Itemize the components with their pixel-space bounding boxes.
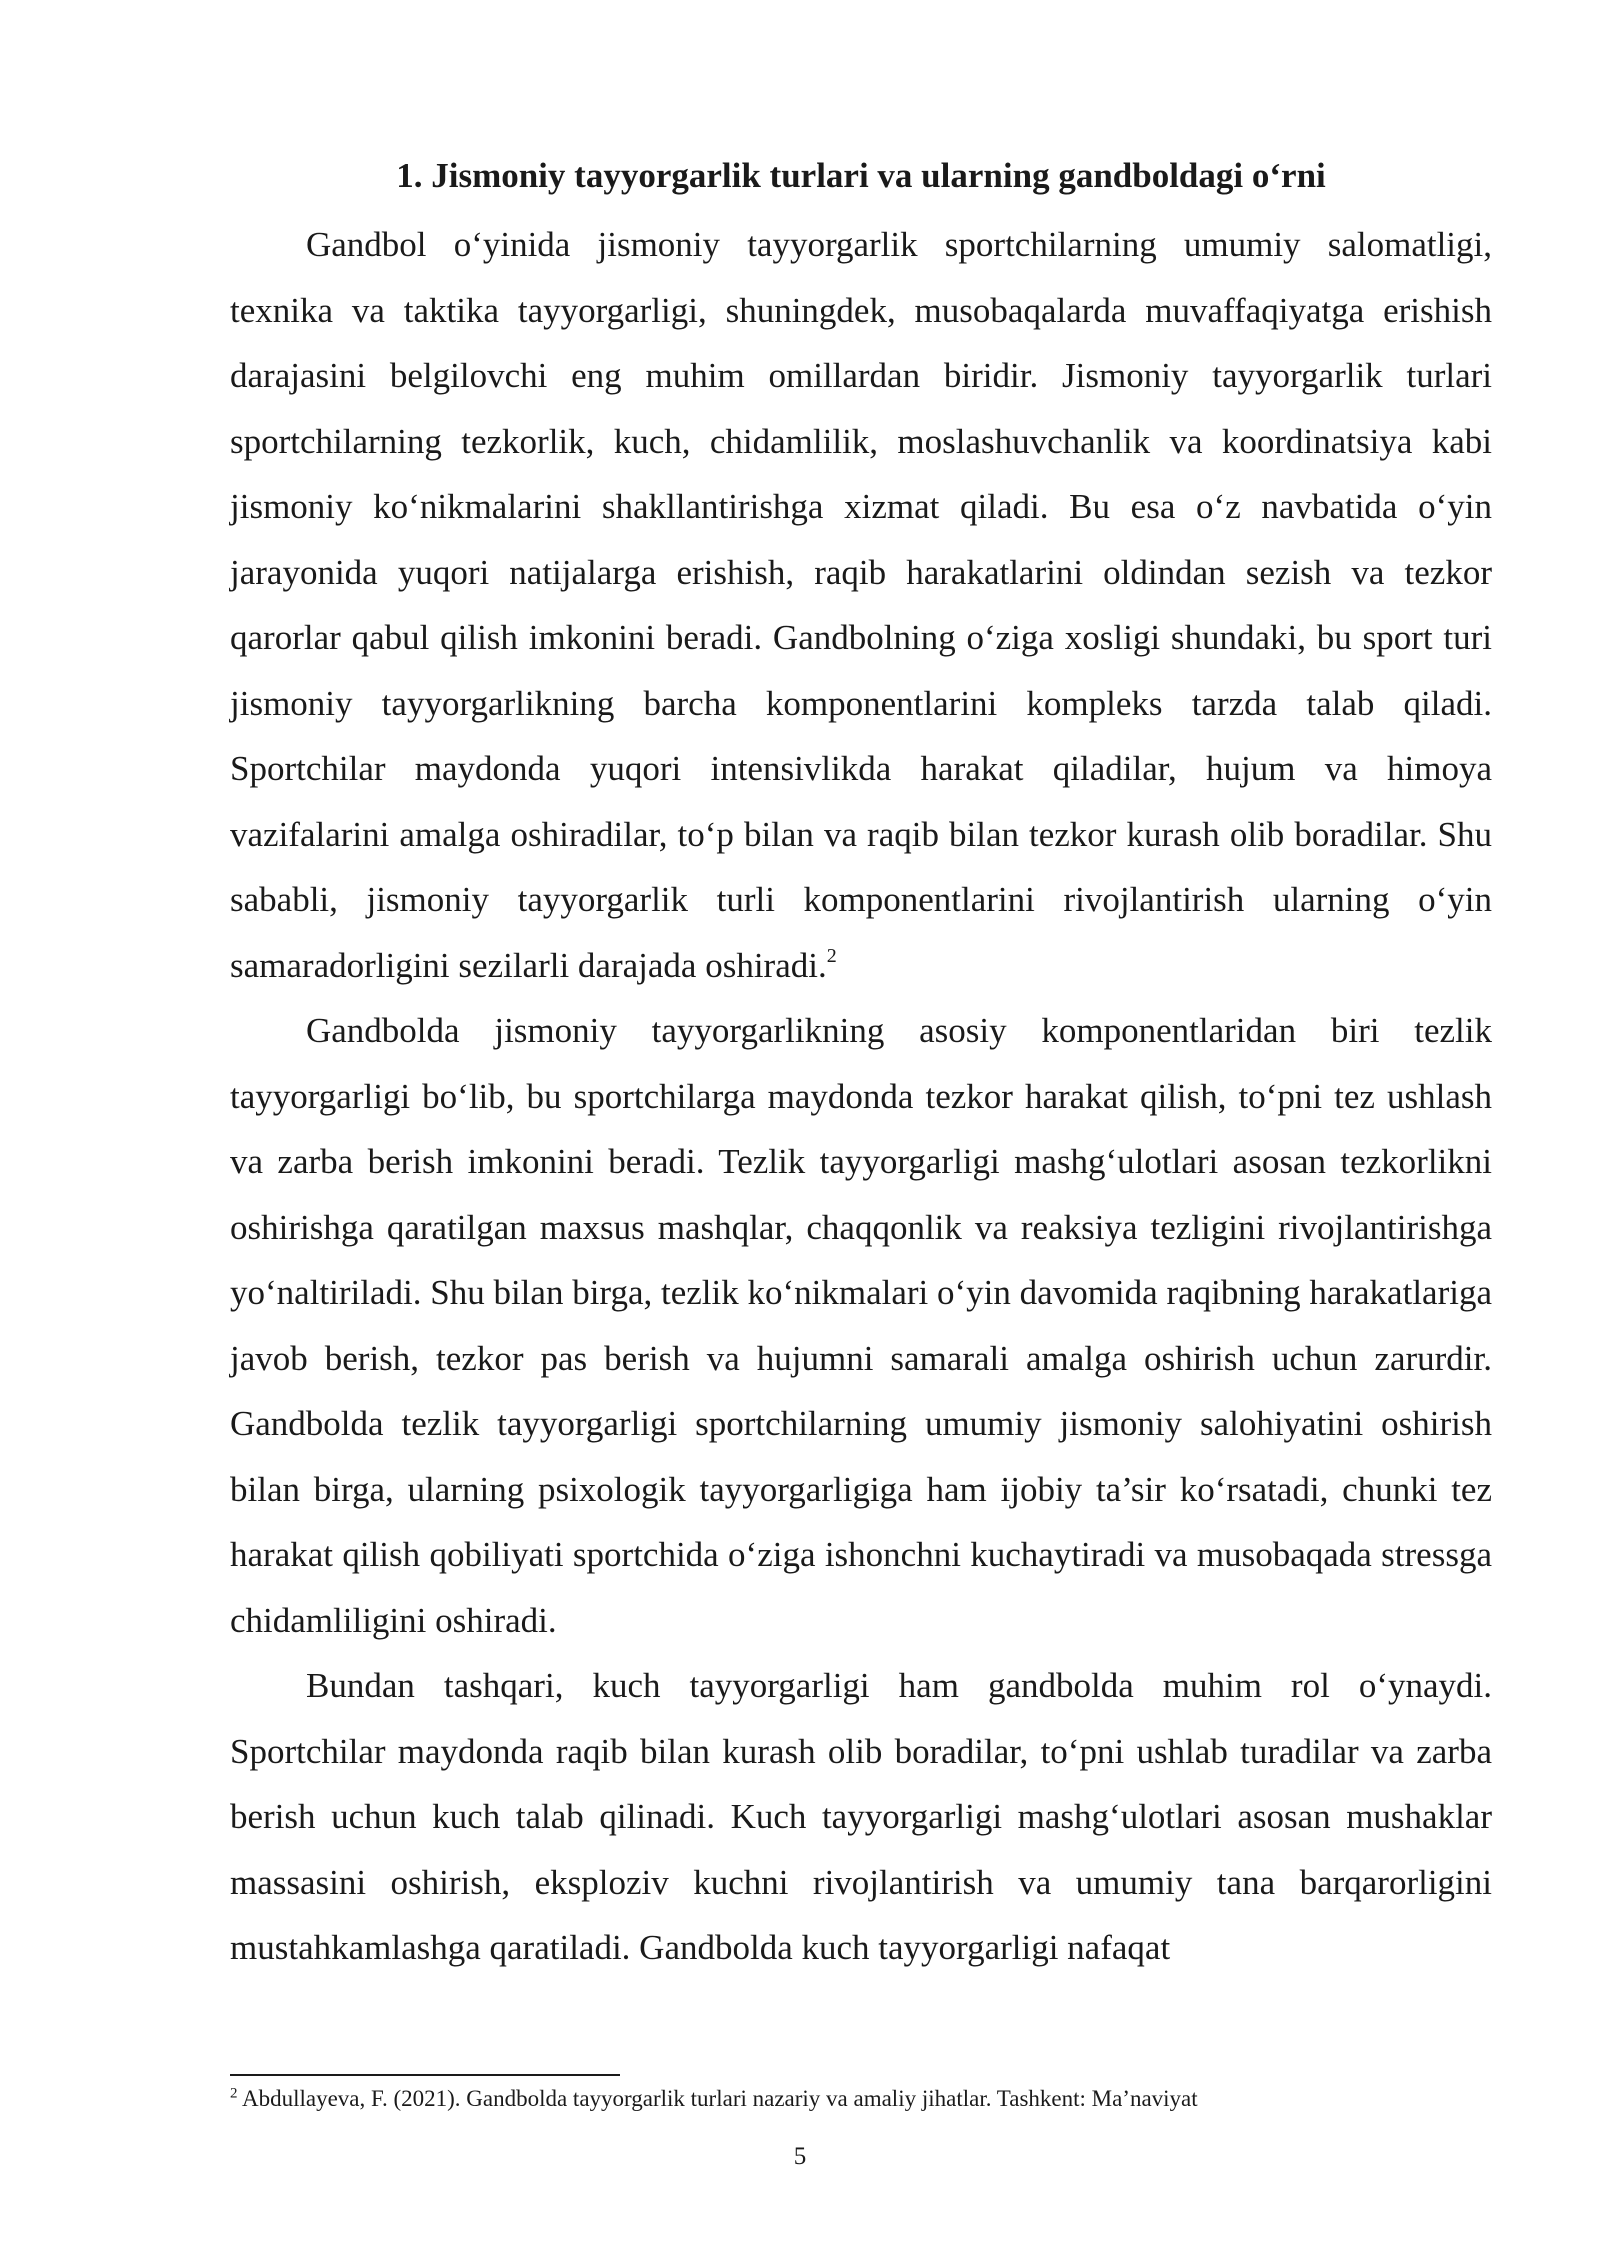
footnote-reference[interactable]: 2 (826, 944, 837, 967)
paragraph-3-text: Bundan tashqari, kuch tayyorgarligi ham gandbolda muhim rol o‘ynaydi. Sportchilar maydonda raqib bilan kurash olib boradilar, to‘pni ushlab turadilar va zarba berish uchun kuch talab qilinadi. Kuch tayyorgarligi mashg‘ulotlari asosan mushaklar massasini oshirish, eksploziv kuchni rivojlantirish va umumiy tana barqarorligini mustahkamlashga qaratiladi. Gandbolda kuch tayyorgarligi nafaqat (230, 1666, 1492, 1967)
footnote-marker: 2 (230, 2085, 238, 2102)
paragraph-2-text: Gandbolda jismoniy tayyorgarlikning asosiy komponentlaridan biri tezlik tayyorgarligi bo‘lib, bu sportchilarga maydonda tezkor harakat qilish, to‘pni tez ushlash va zarba berish imkonini beradi. Tezlik tayyorgarligi mashg‘ulotlari asosan tezkorlikni oshirishga qaratilgan maxsus mashqlar, chaqqonlik va reaksiya tezligini rivojlantirishga yo‘naltiriladi. Shu bilan birga, tezlik ko‘nikmalari o‘yin davomida raqibning harakatlariga javob berish, tezkor pas berish va hujumni samarali amalga oshirish uchun zarurdir. Gandbolda tezlik tayyorgarligi sportchilarning umumiy jismoniy salohiyatini oshirish bilan birga, ularning psixologik tayyorgarligiga ham ijobiy ta’sir ko‘rsatadi, chunki tez harakat qilish qobiliyati sportchida o‘ziga ishonchni kuchaytiradi va musobaqada stressga chidamliligini oshiradi. (230, 1011, 1492, 1640)
section-heading (230, 148, 1492, 204)
section-title: . Jismoniy tayyorgarlik turlari va ularning gandboldagi o‘rni (413, 156, 1326, 195)
footnote-separator (230, 2074, 620, 2076)
paragraph-2 (230, 998, 1492, 1653)
paragraph-1 (230, 212, 1492, 998)
page-number: 5 (793, 2143, 807, 2170)
footnote-text: Abdullayeva, F. (2021). Gandbolda tayyorgarlik turlari nazariy va amaliy jihatlar. Tashkent: Ma’naviyat (237, 2086, 1198, 2111)
paragraph-3 (230, 1653, 1492, 1981)
section-number: 1 (396, 156, 414, 195)
footnote (230, 2082, 1492, 2116)
paragraph-1-text: Gandbol o‘yinida jismoniy tayyorgarlik sportchilarning umumiy salomatligi, texnika va taktika tayyorgarligi, shuningdek, musobaqalarda muvaffaqiyatga erishish darajasini belgilovchi eng muhim omillardan biridir. Jismoniy tayyorgarlik turlari sportchilarning tezkorlik, kuch, chidamlilik, moslashuvchanlik va koordinatsiya kabi jismoniy ko‘nikmalarini shakllantirishga xizmat qiladi. Bu esa o‘z navbatida o‘yin jarayonida yuqori natijalarga erishish, raqib harakatlarini oldindan sezish va tezkor qarorlar qabul qilish imkonini beradi. Gandbolning o‘ziga xosligi shundaki, bu sport turi jismoniy tayyorgarlikning barcha komponentlarini kompleks tarzda talab qiladi. Sportchilar maydonda yuqori intensivlikda harakat qiladilar, hujum va himoya vazifalarini amalga oshiradilar, to‘p bilan va raqib bilan tezkor kurash olib boradilar. Shu sababli, jismoniy tayyorgarlik turli komponentlarini rivojlantirish ularning o‘yin samaradorligini sezilarli darajada oshiradi. (230, 225, 1492, 985)
body-text (230, 148, 1492, 1981)
